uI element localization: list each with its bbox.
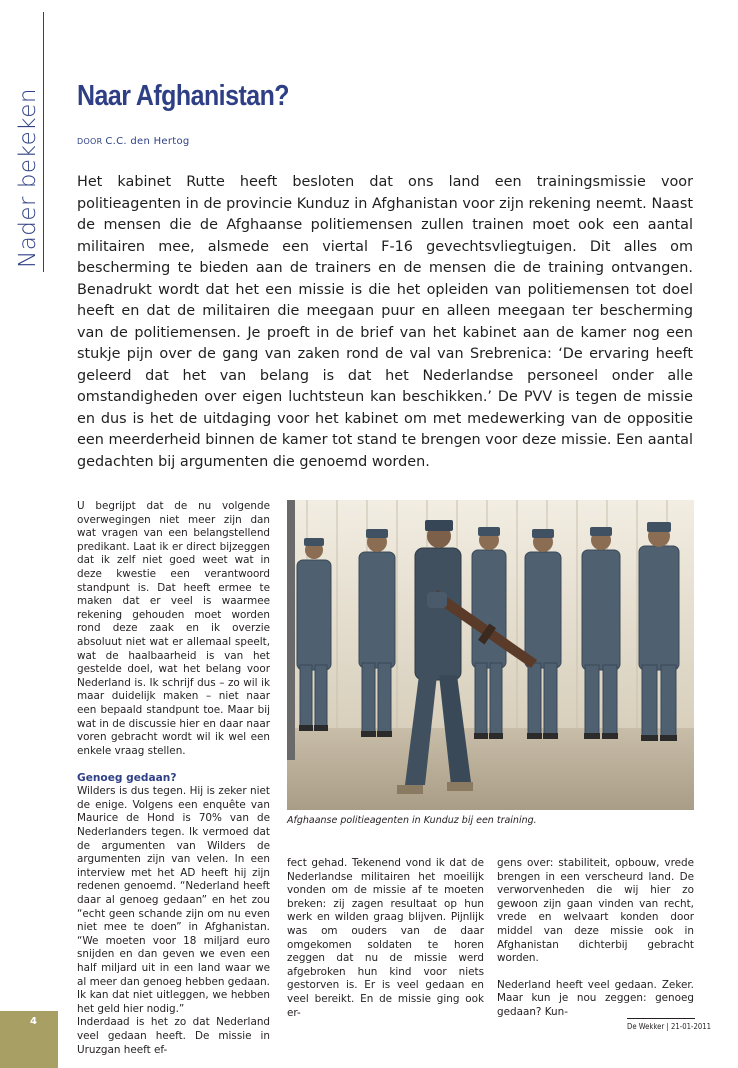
section-tag-label: Nader bekeken bbox=[15, 88, 41, 268]
footer-publication: De Wekker | 21-01-2011 bbox=[627, 1022, 712, 1031]
byline-author: C.C. den Hertog bbox=[105, 136, 190, 147]
paragraph: Nederland heeft veel gedaan. Zeker. Maar kun je nou zeggen: genoeg gedaan? Kun- bbox=[497, 978, 694, 1018]
photo-caption: Afghaanse politieagenten in Kunduz bij een training. bbox=[287, 815, 537, 826]
paragraph-intro: U begrijpt dat de nu volgende overwegingen niet meer zijn dan wat vragen van een belangstellend predikant. Laat ik er direct bijzeggen dat ik zelf niet goed weet wat in deze kwestie een verantwoord standpunt is. Dat heeft ermee te maken dat er veel is waarmee rekening gehouden moet worden rond deze zaak en ik overzie absoluut niet wat er allemaal speelt, wat de haalbaarheid is van het gestelde doel, wat het belang voor Nederland is. Ik schrijf dus – zo wil ik maar duidelijk maken – niet naar een bepaald standpunt toe. Maar bij wat in de discussie hier en daar naar voren gebracht wordt wil ik wel een enkele vraag stellen. bbox=[77, 500, 270, 757]
article-photo bbox=[287, 500, 694, 810]
column-3 bbox=[497, 857, 694, 1020]
paragraph: fect gehad. Tekenend vond ik dat de Nederlandse militairen het moeilijk vonden om de missie af te moeten breken: zij zagen resultaat op hun werk en wilden graag blijven. Pijnlijk was om ouders van de daar omgekomen soldaten te horen zeggen dat nu de missie werd afgebroken hun kind voor niets gestorven is. Er is veel gedaan en veel bereikt. En de missie ging ook er- bbox=[287, 857, 484, 1019]
paragraph: Inderdaad is het zo dat Nederland veel gedaan heeft. De missie in Uruzgan heeft ef- bbox=[77, 1016, 270, 1056]
byline-prefix: DOOR bbox=[77, 137, 103, 146]
column-1 bbox=[77, 500, 270, 1057]
page-number: 4 bbox=[30, 1016, 37, 1027]
page-number-box bbox=[0, 1011, 58, 1068]
paragraph: Wilders is dus tegen. Hij is zeker niet de enige. Volgens een enquête van Maurice de Hond is 70% van de Nederlanders tegen. Ik vermoed dat de argumenten van Wilders de argumenten zijn van velen. In een interview met het AD heeft hij zijn redenen genoemd. “Nederland heeft daar al genoeg gedaan” en het zou “echt geen schande zijn om nu even niet mee te doen” in Afghanistan. “We moeten voor 18 miljard euro snijden en dan geven we even een half miljard uit in een land waar we al meer dan genoeg hebben gedaan. Ik kan dat niet uitleggen, we hebben het geld hier nodig.” bbox=[77, 785, 270, 1015]
footer-rule bbox=[627, 1018, 695, 1019]
subheading: Genoeg gedaan? bbox=[77, 772, 177, 785]
paragraph: gens over: stabiliteit, opbouw, vrede brengen in een verscheurd land. De verworvenheden die wij hier zo gewoon zijn gaan vinden van recht, vrede en welvaart konden door middel van deze missie ook in Afghanistan dichterbij gebracht worden. bbox=[497, 857, 694, 965]
byline bbox=[77, 136, 190, 147]
police-training-photo bbox=[287, 500, 694, 810]
article-lead: Het kabinet Rutte heeft besloten dat ons land een trainingsmissie voor politieagenten in de provincie Kunduz in Afghanistan voor zijn rekening neemt. Naast de mensen die de Afghaanse politiemensen zullen trainen moet ook een aantal militairen mee, alsmede een viertal F-16 gevechtsvliegtuigen. Dit alles om bescherming te bieden aan de trainers en de mensen die de training ontvangen. Benadrukt wordt dat het een missie is die het opleiden van politiemensen tot doel heeft en dat de militairen die meegaan puur en alleen meegaan ter bescherming van de politiemensen. Je proeft in de brief van het kabinet aan de kamer nog een stukje pijn over de gang van zaken rond de val van Srebrenica: ‘De ervaring heeft geleerd dat het van belang is dat het Nederlandse personeel onder alle omstandigheden over eigen luchtsteun kan beschikken.’ De PVV is tegen de missie en dus is het de uitdaging voor het kabinet om met medewerking van de oppositie een meerderheid binnen de kamer tot stand te brengen voor deze missie. Een aantal gedachten bij argumenten die genoemd worden. bbox=[77, 174, 693, 470]
article-title: Naar Afghanistan? bbox=[77, 80, 290, 112]
column-2 bbox=[287, 857, 484, 1020]
section-tag bbox=[12, 78, 46, 268]
